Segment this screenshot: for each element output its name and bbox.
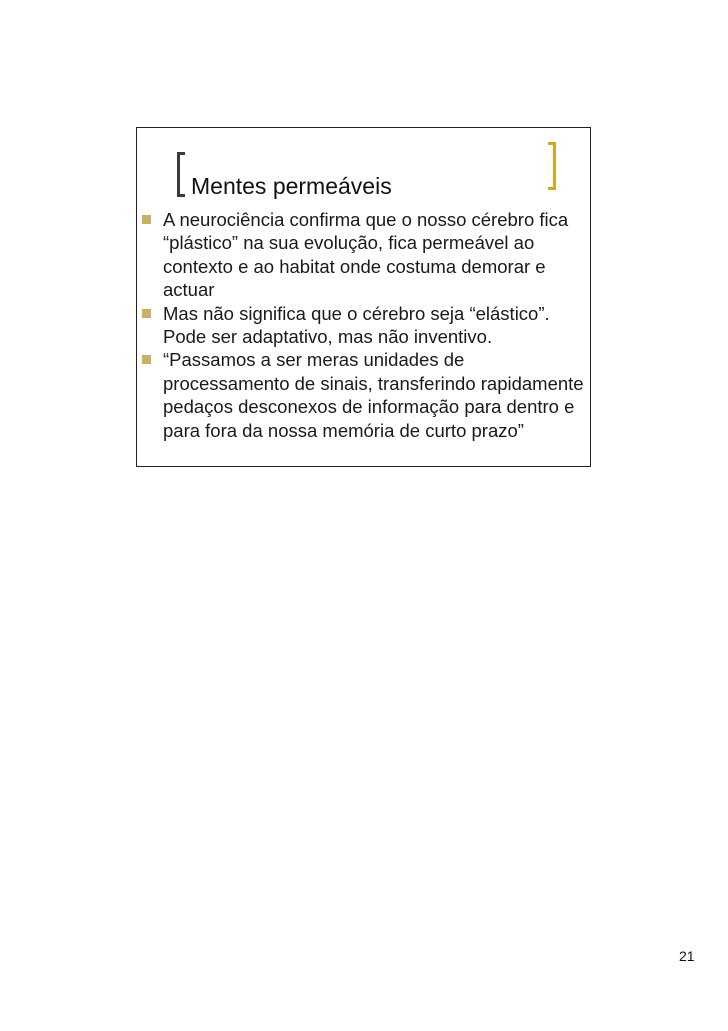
bullet-text: “Passamos a ser meras unidades de processamento de sinais, transferindo rapidamente pedaços desconexos de informação para dentro e para fora da nossa memória de curto prazo” [163,349,584,441]
bullet-item [137,208,591,302]
bullet-item [137,348,591,442]
square-bullet-icon [142,215,151,224]
left-bracket-decoration [177,152,185,197]
slide-frame [136,127,591,467]
bullet-text: A neurociência confirma que o nosso cérebro fica “plástico” na sua evolução, fica permeável ao contexto e ao habitat onde costuma demorar e actuar [163,209,569,301]
square-bullet-icon [142,309,151,318]
square-bullet-icon [142,355,151,364]
bullet-item [137,302,591,349]
bullet-list [137,208,591,442]
bullet-text: Mas não significa que o cérebro seja “elástico”. Pode ser adaptativo, mas não inventivo. [163,302,550,348]
right-bracket-decoration [548,142,556,190]
slide-title: Mentes permeáveis [191,173,392,199]
page-number: 21 [679,948,695,964]
